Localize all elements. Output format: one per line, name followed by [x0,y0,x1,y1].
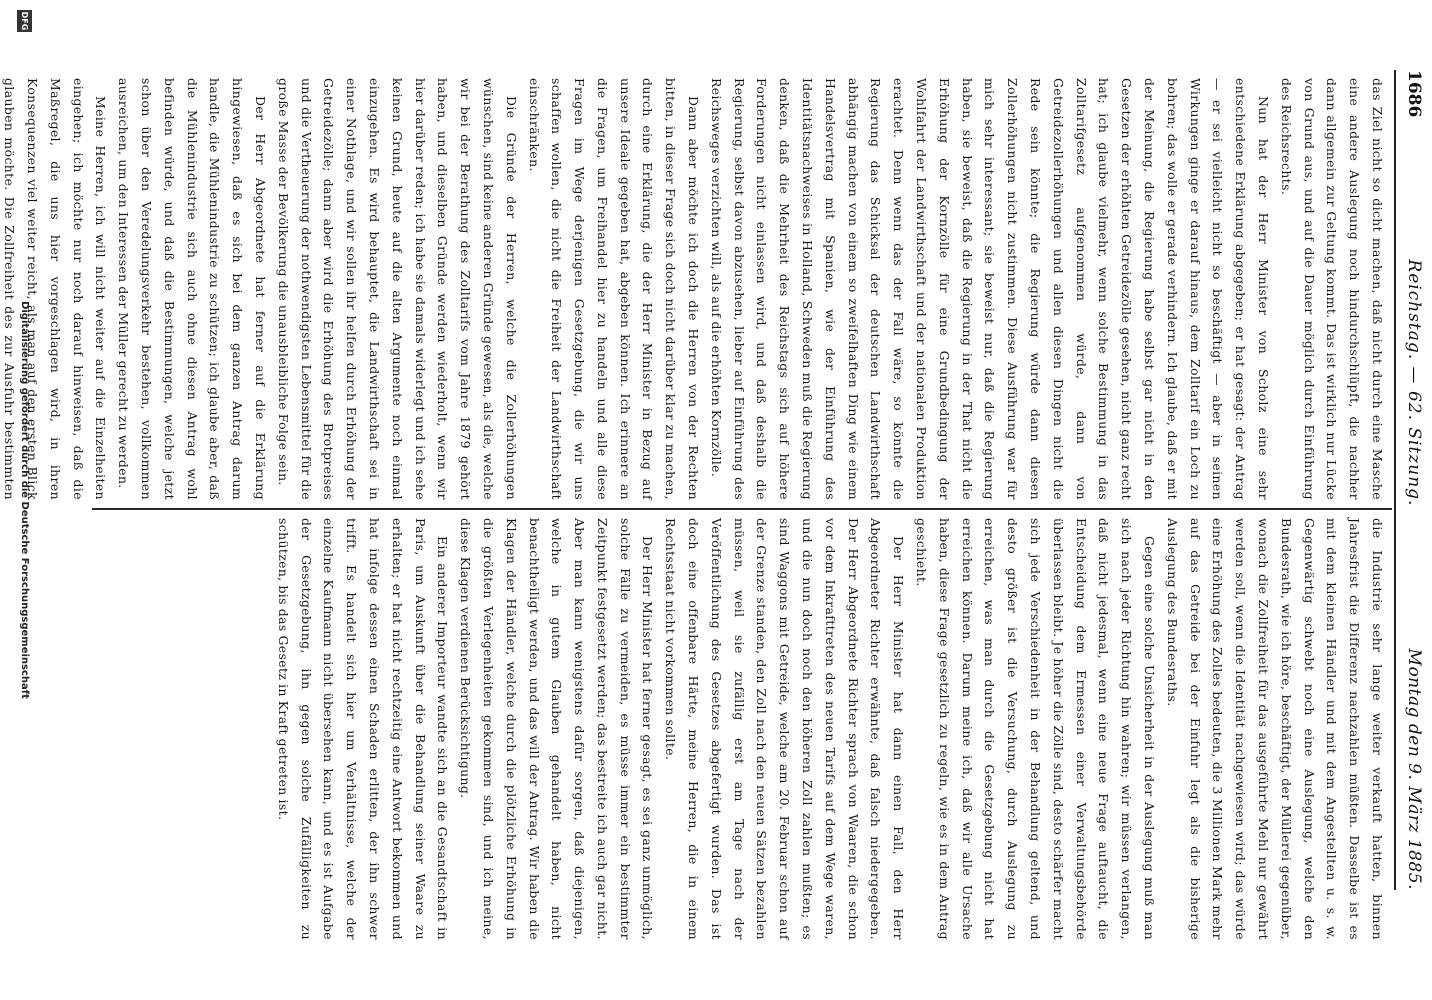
paragraph: Meine Herren, ich will nicht weiter auf die Einzelheiten eingehen; ich möchte nur noch darauf hinweisen, daß die Maßregel, die uns hier vorgeschlagen wird, in ihren Konsequenzen viel weiter reicht, als man auf den ersten Blick glauben möchte. Die Zollfreiheit des zur Ausfuhr bestimmten [2,78,109,500]
column-divider [92,508,1392,510]
paragraph: Ein anderer Importeur wandte sich an die Gesandtschaft in Paris, um Auskunft über die Behandlung seiner Waare zu erhalten; er hat nicht rechtzeitig eine Antwort bekommen und hat infolge dessen einen Schaden erlitten, der ihn schwer trifft. Es handelt sich hier um Verhältnisse, welche der einzelne Kaufmann nicht übersehen kann, und es ist Aufgabe der Gesetzgebung, ihn gegen solche Zufälligkeiten zu schützen, bis das Gesetz in Kraft getreten ist. [275,518,451,940]
dfg-logo: DFG [17,10,32,32]
paragraph: Gegen eine solche Unsicherheit in der Auslegung muß man sich nach jeder Richtung hin wahren; wir müssen verlangen, daß nicht jedesmal, wenn eine neue Frage auftaucht, die Entscheidung dem Ermessen einer Verwaltungsbehörde überlassen bleibt. Je höher die Zölle sind, desto schärfer macht sich jede Verschiedenheit in der Behandlung geltend, und desto größer ist die Versuchung, durch Auslegung zu erreichen, was man durch die Gesetzgebung nicht hat erreichen können. Darum meine ich, daß wir alle Ursache haben, diese Frage gesetzlich zu regeln, wie es in dem Antrag geschieht. [914,518,1158,940]
right-column [88,518,1388,940]
page-header [1398,70,1424,890]
header-rule [1394,70,1396,890]
page-number: 1686 [1404,70,1424,118]
session-date: Montag den 9. März 1885. [1404,648,1424,890]
paragraph: das Ziel nicht so dicht machen, daß nicht durch eine Masche eine andere Auslegung noch hindurchschlüpft, die nachher dann allgemein zur Geltung kommt. Das ist wirklich nur Lücke von Grund aus, und auf die Dauer möglich durch Einführung des Reichsrechts. [1278,78,1385,500]
paragraph: die Industrie sehr lange weiter verkauft hatten, binnen Jahresfrist die Differenz nachzahlen müßten. Dasselbe ist es mit dem kleinen Händler und mit dem Angestellten u. s. w. Gegenwärtig schwebt noch eine Auslegung, welche den Bundesrath, wie ich höre, beschäftigt, der Müllerei gegenüber, wonach die Zollfreiheit für das ausgeführte Mehl nur gewährt werden soll, wenn die Identität nachgewiesen wird; das würde eine Erhöhung des Zolles bedeuten, die 3 Millionen Mark mehr auf das Getreide bei der Einfuhr legt als die bisherige Auslegung des Bundesraths. [1164,518,1385,940]
paragraph: Der Herr Abgeordnete hat ferner auf die Erklärung hingewiesen, daß es sich bei dem ganzen Antrag darum handle, die Mühlenindustrie zu schützen; ich glaube aber, daß die Mühlenindustrie sich auch ohne diesen Antrag wohl befinden würde, und daß die Bestimmungen, welche jetzt schon über den Veredelungsverkehr bestehen, vollkommen ausreichen, um den Interessen der Müller gerecht zu werden. [116,78,268,500]
paragraph: Der Herr Minister hat dann einen Fall, den Herr Abgeordneter Richter erwähnte, daß falsch niedergegeben. Der Herr Abgeordnete Richter sprach von Waaren, die schon vor dem Inkrafttreten des neuen Tarifs auf dem Wege waren, und die nun doch noch den höheren Zoll zahlen mußten; es sind Waggons mit Getreide, welche am 20. Februar schon auf der Grenze standen, den Zoll nach den neuen Sätzen bezahlen müssen, weil sie zufällig erst am Tage nach der Veröffentlichung des Gesetzes abgefertigt wurden. Das ist doch eine offenbare Härte, meine Herren, die in einem Rechtsstaat nicht vorkommen sollte. [663,518,907,940]
paragraph: Der Herr Minister hat ferner gesagt, es sei ganz unmöglich, solche Fälle zu vermeiden, es müsse immer ein bestimmter Zeitpunkt festgesetzt werden; das bestreite ich auch gar nicht. Aber man kann wenigstens dafür sorgen, daß diejenigen, welche in gutem Glauben gehandelt haben, nicht benachtheiligt werden, und das will der Antrag. Wir haben die Klagen der Händler, welche durch die plötzliche Erhöhung in die größten Verlegenheiten gekommen sind, und ich meine, diese Klagen verdienen Berücksichtigung. [458,518,656,940]
paragraph: Dann aber möchte ich doch die Herren von der Rechten bitten, in dieser Frage sich doch nicht darüber klar zu machen, durch eine Erklärung, die der Herr Minister in Bezug auf unsere Ideale gegeben hat, abgeben können. Ich erinnere an die Fragen, um Freihandel hier zu handeln und alle diese Fragen im Wege derjenigen Gesetzgebung, die wir uns schaffen wollen, die nicht die Freiheit der Landwirthschaft einschränken. [526,78,702,500]
paragraph: Nun hat der Herr Minister von Scholz eine sehr entschiedene Erklärung abgegeben; er hat gesagt: der Antrag — er sei vielleicht nicht so beschäftigt — aber in seinen Wirkungen ginge er darauf hinaus, dem Zolltarif ein Loch zu bohren; das wolle er gerade verhindern. Ich glaube, daß er mit der Meinung, die Regierung habe selbst gar nicht in den Gesetzen der erhöhten Getreidezölle gesehen, nicht ganz recht hat; ich glaube vielmehr, wenn solche Bestimmung in das Zolltarifgesetz aufgenommen würde, dann von Getreidezollerhöhungen und allen diesen Dingen nicht die Rede sein könnte; die Regierung würde dann diesen Zollerhöhungen nicht zustimmen. Diese Ausführung war für mich sehr interessant; sie beweist nur, daß die Regierung haben, sie beweist, daß die Regierung in der That nicht die Erhöhung der Kornzölle für eine Grundbedingung der Wohlfahrt der Landwirthschaft und der nationalen Produktion erachtet. Denn wenn das der Fall wäre, so könnte die Regierung das Schicksal der deutschen Landwirthschaft abhängig machen von einem so zweifelhaften Ding wie einem Handelsvertrag mit Spanien, wie der Einführung des Identitätsnachweises in Holland, Schweden muß die Regierung denken, daß die Mehrheit des Reichstags sich auf höhere Forderungen nicht einlassen wird, und daß deshalb die Regierung, selbst davon abzusehen, lieber auf Einführung des Reichsweges verzichten will, als auf die erhöhten Kornzölle. [708,78,1272,500]
digitization-imprint: Digitalisierung gefördert durch die Deutsche Forschungsgemeinschaft [19,301,30,699]
session-title: Reichstag. — 62. Sitzung. [1404,259,1424,507]
paragraph: Die Gründe der Herren, welche die Zollerhöhungen wünschen, sind keine anderen Gründe gewesen, als die, welche wir bei der Berathung des Zolltarifs vom Jahre 1879 gehört haben, und dieselben Gründe werden wiederholt, wenn wir hier darüber reden; ich habe sie damals widerlegt und ich sehe keinen Grund, heute auf die alten Argumente noch einmal einzugehen. Es wird behauptet, die Landwirthschaft sei in einer Nothlage, und wir sollen ihr helfen durch Erhöhung der Getreidezölle; dann aber wird die Erhöhung des Brotpreises und die Vertheuerung der nothwendigsten Lebensmittel für die große Masse der Bevölkerung die unausbleibliche Folge sein. [275,78,519,500]
